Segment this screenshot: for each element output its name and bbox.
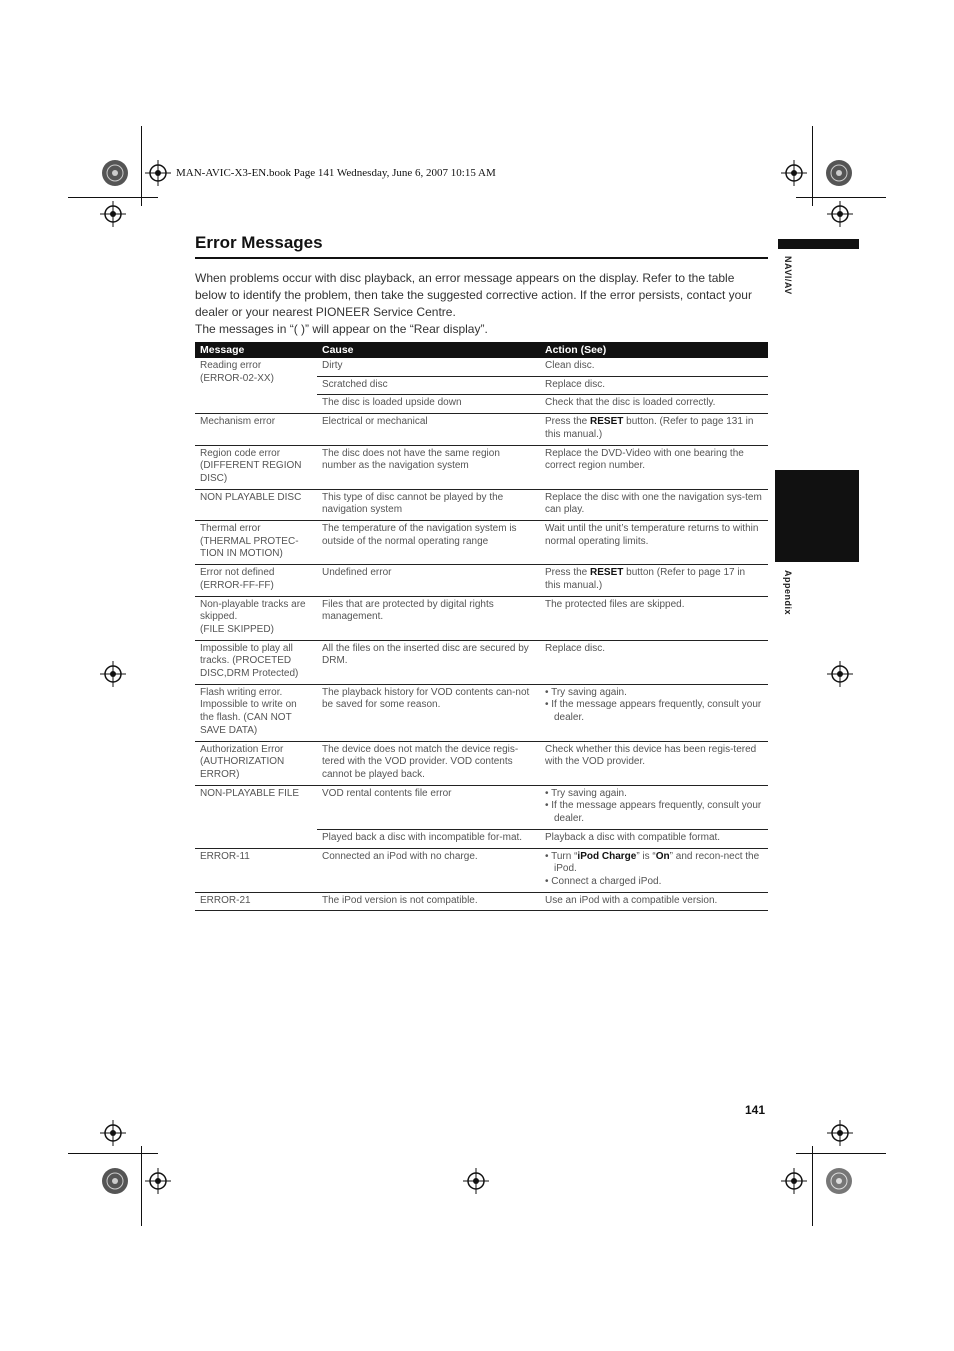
table-row	[195, 596, 768, 640]
crosshair-icon	[827, 201, 853, 227]
table-row	[195, 741, 768, 785]
cause-cell: The temperature of the navigation system is outside of the normal operating range	[317, 521, 540, 565]
crop-mark	[796, 197, 886, 198]
cause-cell: Connected an iPod with no charge.	[317, 848, 540, 892]
cause-cell: The disc is loaded upside down	[317, 395, 540, 414]
cause-cell: Dirty	[317, 358, 540, 376]
cause-cell: Played back a disc with incompatible for-mat.	[317, 829, 540, 848]
action-cell: Check whether this device has been regis-tered with the VOD provider.	[540, 741, 768, 785]
action-cell: Check that the disc is loaded correctly.	[540, 395, 768, 414]
table-row	[195, 640, 768, 684]
action-bullet	[545, 851, 763, 876]
action-bullet-list	[545, 687, 763, 725]
registration-mark-icon	[100, 158, 130, 188]
action-cell	[540, 848, 768, 892]
table-row	[195, 848, 768, 892]
crosshair-icon	[827, 1120, 853, 1146]
column-header-cause: Cause	[317, 342, 540, 358]
crop-mark	[812, 1146, 813, 1226]
message-cell: Impossible to play all tracks. (PROCETED DISC,DRM Protected)	[195, 640, 317, 684]
side-tab-appendix: Appendix	[783, 570, 793, 616]
cause-cell: The iPod version is not compatible.	[317, 892, 540, 911]
message-cell: Thermal error (THERMAL PROTEC-TION IN MOTION)	[195, 521, 317, 565]
side-tab-bar	[778, 239, 859, 249]
action-cell: Wait until the unit’s temperature returns to within normal operating limits.	[540, 521, 768, 565]
crosshair-icon	[781, 160, 807, 186]
cause-cell: VOD rental contents file error	[317, 785, 540, 829]
table-row	[195, 358, 768, 376]
table-row	[195, 565, 768, 596]
cause-cell: The disc does not have the same region number as the navigation system	[317, 445, 540, 489]
message-cell: NON-PLAYABLE FILE	[195, 785, 317, 848]
crop-mark	[68, 1153, 158, 1154]
action-text: Press the	[545, 416, 591, 428]
table-row	[195, 489, 768, 520]
table-row	[195, 414, 768, 445]
action-cell	[540, 414, 768, 445]
error-messages-table	[195, 342, 768, 911]
cause-cell: The device does not match the device regis-tered with the VOD provider. VOD contents cannot be played back.	[317, 741, 540, 785]
book-file-header: MAN-AVIC-X3-EN.book Page 141 Wednesday, June 6, 2007 10:15 AM	[176, 167, 496, 179]
crop-mark	[141, 1146, 142, 1226]
action-cell: Clean disc.	[540, 358, 768, 376]
crop-mark	[141, 126, 142, 206]
registration-mark-icon	[824, 1166, 854, 1196]
action-text: ” and recon-nect the iPod.	[554, 850, 760, 875]
message-cell: Error not defined (ERROR-FF-FF)	[195, 565, 317, 596]
table-row	[195, 684, 768, 741]
crop-mark	[812, 126, 813, 206]
side-tab-navi-av: NAVI/AV	[783, 256, 793, 295]
reset-button-label: RESET	[590, 416, 624, 428]
cause-cell: Electrical or mechanical	[317, 414, 540, 445]
cause-cell: The playback history for VOD contents can-not be saved for some reason.	[317, 684, 540, 741]
crosshair-icon	[145, 1168, 171, 1194]
on-label: On	[655, 850, 670, 862]
action-cell: Replace disc.	[540, 376, 768, 395]
column-header-message: Message	[195, 342, 317, 358]
cause-cell: Files that are protected by digital rights management.	[317, 596, 540, 640]
action-text: Press the	[545, 567, 591, 579]
crop-mark	[68, 197, 158, 198]
cause-cell: Scratched disc	[317, 376, 540, 395]
title-rule	[195, 257, 768, 259]
action-bullet-list	[545, 788, 763, 826]
action-text: Turn “	[551, 850, 578, 862]
action-bullet: • Try saving again.	[545, 788, 763, 801]
action-bullet: • Try saving again.	[545, 687, 763, 700]
action-cell: Replace the disc with one the navigation sys-tem can play.	[540, 489, 768, 520]
action-cell	[540, 684, 768, 741]
message-cell: Flash writing error. Impossible to write on the flash. (CAN NOT SAVE DATA)	[195, 684, 317, 741]
table-row	[195, 521, 768, 565]
action-cell	[540, 565, 768, 596]
crosshair-icon	[100, 661, 126, 687]
action-cell	[540, 785, 768, 829]
action-text: ” is “	[636, 850, 656, 862]
crop-mark	[796, 1153, 886, 1154]
message-cell: ERROR-11	[195, 848, 317, 892]
section-title: Error Messages	[195, 233, 323, 252]
table-row	[195, 785, 768, 829]
cause-cell: All the files on the inserted disc are secured by DRM.	[317, 640, 540, 684]
action-bullet: • If the message appears frequently, consult your dealer.	[545, 800, 763, 825]
table-row	[195, 445, 768, 489]
crosshair-icon	[145, 160, 171, 186]
message-cell: Region code error (DIFFERENT REGION DISC)	[195, 445, 317, 489]
message-cell: ERROR-21	[195, 892, 317, 911]
message-cell: Reading error (ERROR-02-XX)	[195, 358, 317, 414]
registration-mark-icon	[100, 1166, 130, 1196]
table-header-row	[195, 342, 768, 358]
page-number: 141	[745, 1103, 766, 1117]
crosshair-icon	[463, 1168, 489, 1194]
column-header-action: Action (See)	[540, 342, 768, 358]
intro-note: The messages in “( )” will appear on the “Rear display”.	[195, 322, 488, 336]
message-cell: Non-playable tracks are skipped. (FILE SKIPPED)	[195, 596, 317, 640]
message-cell: NON PLAYABLE DISC	[195, 489, 317, 520]
intro-paragraph: When problems occur with disc playback, an error message appears on the display. Refer to the table below to identify the problem, then take the suggested corrective action. If the error persists, contact your dealer or your nearest PIONEER Service Centre.	[195, 271, 752, 319]
action-cell: Replace disc.	[540, 640, 768, 684]
action-bullet-list	[545, 851, 763, 889]
crosshair-icon	[100, 1120, 126, 1146]
registration-mark-icon	[824, 158, 854, 188]
crosshair-icon	[781, 1168, 807, 1194]
cause-cell: This type of disc cannot be played by the navigation system	[317, 489, 540, 520]
action-cell: Use an iPod with a compatible version.	[540, 892, 768, 911]
action-text: button. (Refer to page 131 in this manual.)	[545, 416, 754, 440]
crosshair-icon	[100, 201, 126, 227]
message-cell: Authorization Error (AUTHORIZATION ERROR)	[195, 741, 317, 785]
intro-text	[195, 270, 769, 338]
table-row	[195, 892, 768, 911]
crosshair-icon	[827, 661, 853, 687]
action-cell: The protected files are skipped.	[540, 596, 768, 640]
action-cell: Replace the DVD-Video with one bearing the correct region number.	[540, 445, 768, 489]
action-cell: Playback a disc with compatible format.	[540, 829, 768, 848]
action-text: button (Refer to page 17 in this manual.)	[545, 567, 746, 591]
cause-cell: Undefined error	[317, 565, 540, 596]
action-bullet: • If the message appears frequently, consult your dealer.	[545, 699, 763, 724]
action-bullet: • Connect a charged iPod.	[545, 876, 763, 889]
side-tab-block	[775, 470, 859, 562]
ipod-charge-label: iPod Charge	[577, 850, 637, 862]
message-cell: Mechanism error	[195, 414, 317, 445]
reset-button-label: RESET	[590, 567, 624, 579]
